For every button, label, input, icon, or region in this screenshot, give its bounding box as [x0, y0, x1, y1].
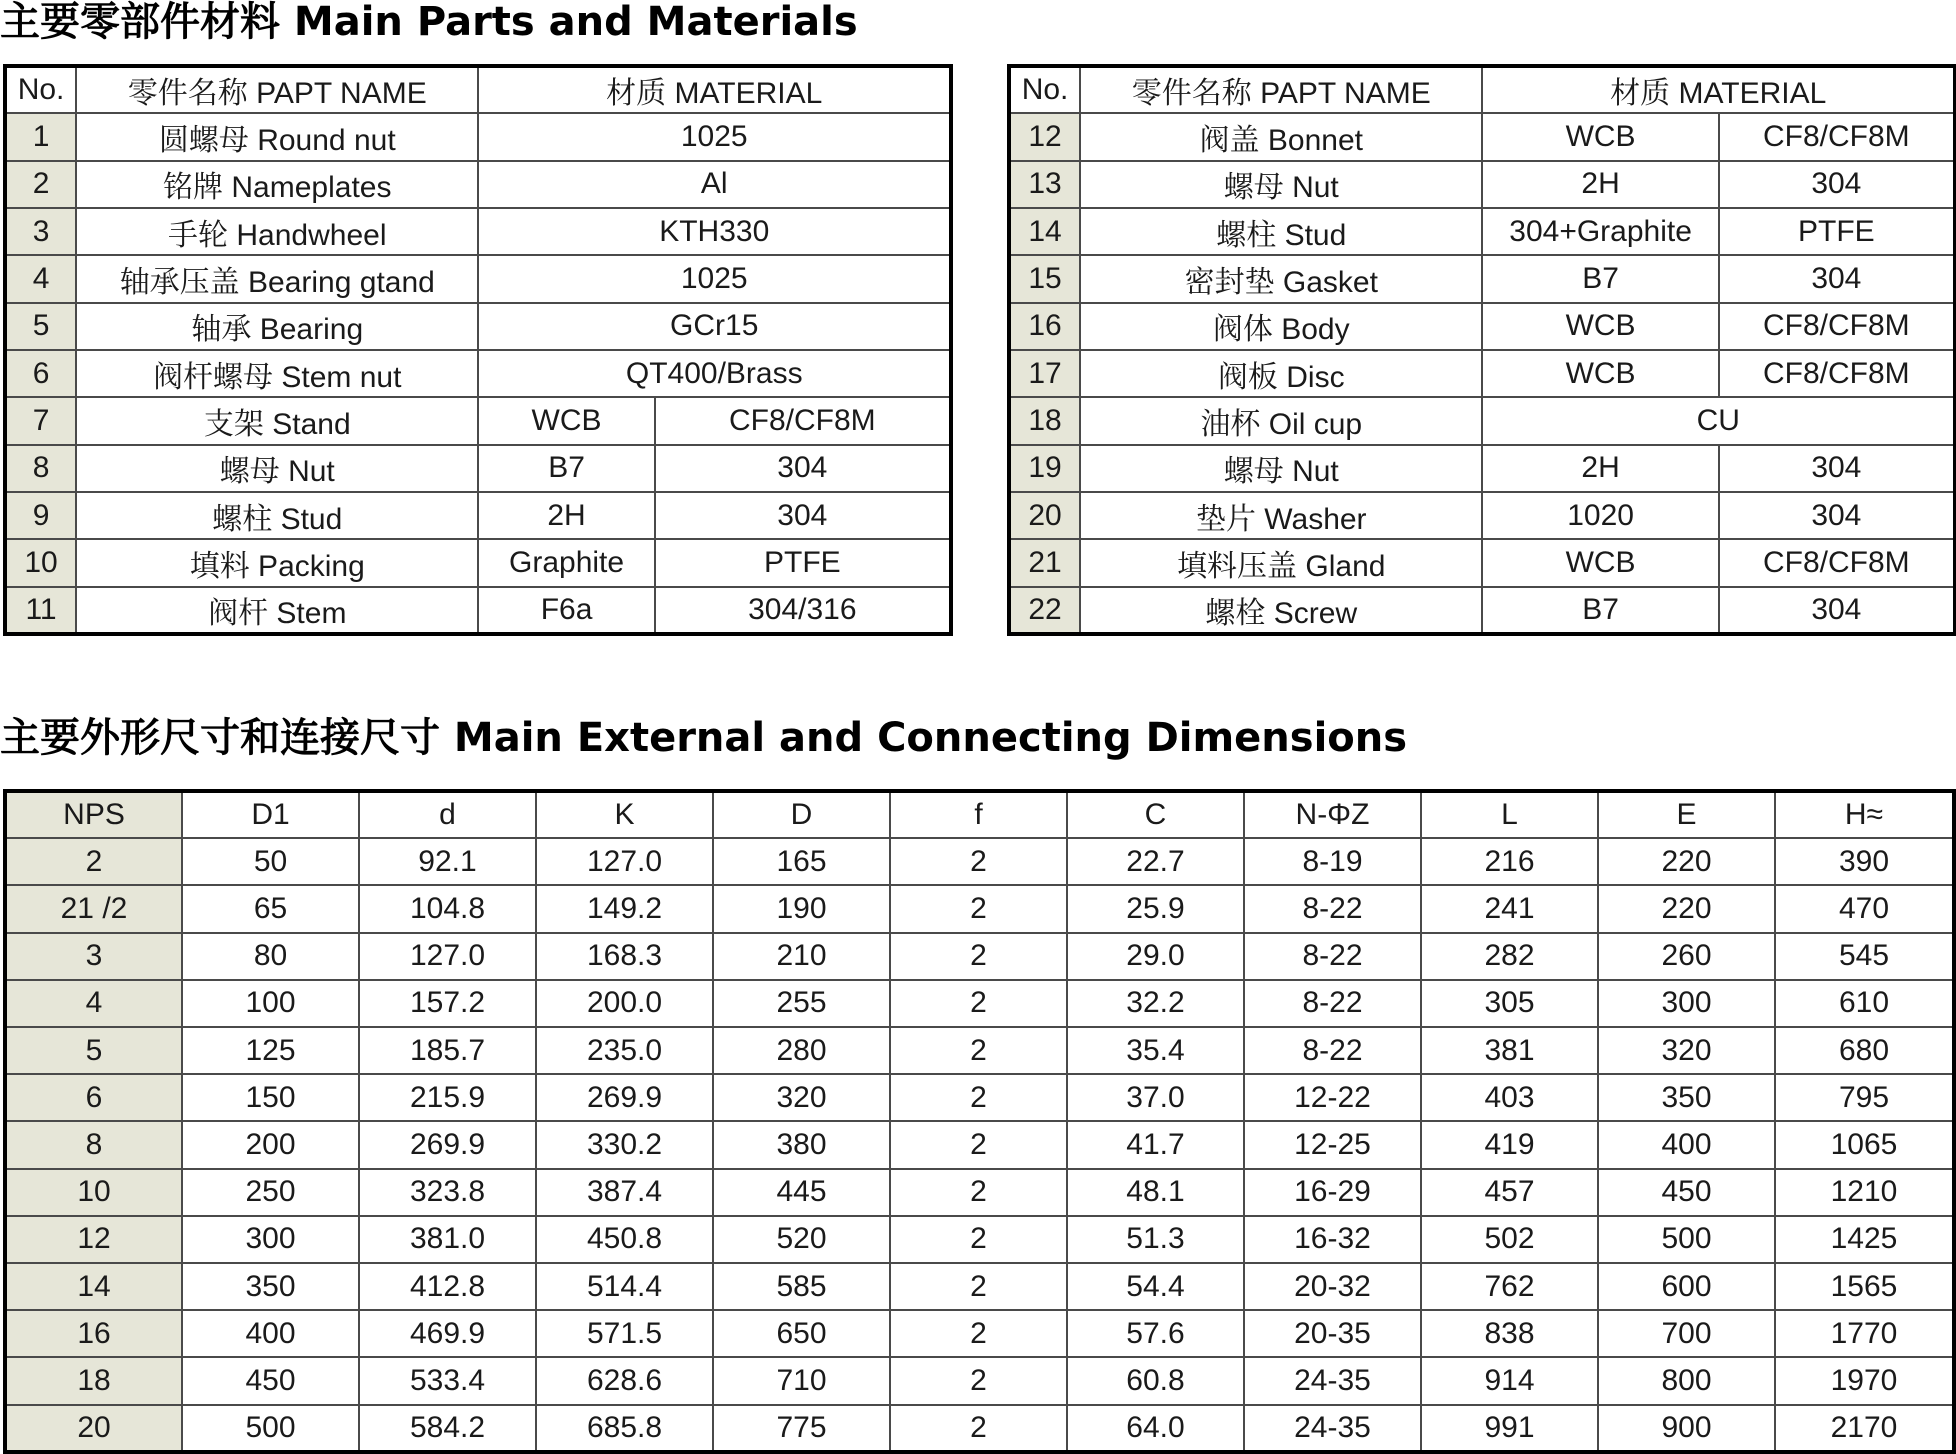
- part-material-stainless: 304/316: [655, 587, 951, 634]
- cell-l: 838: [1421, 1310, 1598, 1357]
- table-row: [1009, 350, 1955, 397]
- cell-d-outer: 190: [713, 885, 890, 932]
- part-name: 阀盖 Bonnet: [1080, 113, 1482, 160]
- part-material: GCr15: [478, 303, 951, 350]
- table-row: [5, 587, 951, 634]
- cell-n-phi-z: 8-22: [1244, 885, 1421, 932]
- cell-l: 381: [1421, 1027, 1598, 1074]
- header-c: C: [1067, 791, 1244, 838]
- cell-d1: 100: [182, 980, 359, 1027]
- cell-e: 220: [1598, 838, 1775, 885]
- part-no: 17: [1009, 350, 1080, 397]
- part-no: 20: [1009, 492, 1080, 539]
- header-l: L: [1421, 791, 1598, 838]
- cell-h: 545: [1775, 933, 1954, 980]
- part-name: 填料 Packing: [76, 539, 478, 586]
- part-material-stainless: 304: [655, 492, 951, 539]
- part-material-carbon: 2H: [478, 492, 654, 539]
- table-row: [5, 445, 951, 492]
- part-material-carbon: WCB: [1482, 350, 1718, 397]
- cell-c: 22.7: [1067, 838, 1244, 885]
- cell-d-outer: 255: [713, 980, 890, 1027]
- part-material: 1025: [478, 255, 951, 302]
- cell-f: 2: [890, 1074, 1067, 1121]
- part-material-stainless: 304: [1719, 255, 1955, 302]
- cell-d1: 80: [182, 933, 359, 980]
- cell-d-outer: 710: [713, 1357, 890, 1404]
- header-d-outer: D: [713, 791, 890, 838]
- cell-d-outer: 520: [713, 1216, 890, 1263]
- part-material-stainless: 304: [655, 445, 951, 492]
- header-material: 材质 MATERIAL: [478, 66, 951, 113]
- part-material-stainless: CF8/CF8M: [1719, 113, 1955, 160]
- table-row: [1009, 587, 1955, 634]
- part-name: 螺母 Nut: [76, 445, 478, 492]
- cell-nps: 8: [5, 1121, 182, 1168]
- table-row: [5, 1169, 1954, 1216]
- part-name: 圆螺母 Round nut: [76, 113, 478, 160]
- cell-h: 2170: [1775, 1405, 1954, 1452]
- cell-nps: 10: [5, 1169, 182, 1216]
- cell-nps: 3: [5, 933, 182, 980]
- cell-f: 2: [890, 838, 1067, 885]
- cell-d1: 500: [182, 1405, 359, 1452]
- cell-d: 269.9: [359, 1121, 536, 1168]
- cell-d1: 150: [182, 1074, 359, 1121]
- parts-materials-heading: 主要零部件材料 Main Parts and Materials: [0, 0, 858, 45]
- part-no: 21: [1009, 539, 1080, 586]
- cell-d: 412.8: [359, 1263, 536, 1310]
- part-name: 螺柱 Stud: [76, 492, 478, 539]
- cell-k: 628.6: [536, 1357, 713, 1404]
- cell-f: 2: [890, 980, 1067, 1027]
- header-material: 材质 MATERIAL: [1482, 66, 1955, 113]
- cell-k: 330.2: [536, 1121, 713, 1168]
- cell-e: 900: [1598, 1405, 1775, 1452]
- table-row: [5, 885, 1954, 932]
- cell-n-phi-z: 8-22: [1244, 1027, 1421, 1074]
- cell-f: 2: [890, 1121, 1067, 1168]
- part-material-carbon: Graphite: [478, 539, 654, 586]
- part-material-carbon: WCB: [1482, 539, 1718, 586]
- part-name: 垫片 Washer: [1080, 492, 1482, 539]
- parts-table-right: [1007, 64, 1956, 636]
- table-row: [5, 255, 951, 302]
- table-row: [5, 933, 1954, 980]
- cell-k: 127.0: [536, 838, 713, 885]
- header-no: No.: [1009, 66, 1080, 113]
- cell-d-outer: 380: [713, 1121, 890, 1168]
- part-name: 支架 Stand: [76, 397, 478, 444]
- header-part-name: 零件名称 PAPT NAME: [76, 66, 478, 113]
- table-row: [5, 1263, 1954, 1310]
- cell-c: 60.8: [1067, 1357, 1244, 1404]
- cell-d: 185.7: [359, 1027, 536, 1074]
- cell-l: 457: [1421, 1169, 1598, 1216]
- header-nps: NPS: [5, 791, 182, 838]
- part-material-stainless: 304: [1719, 161, 1955, 208]
- cell-k: 269.9: [536, 1074, 713, 1121]
- part-no: 7: [5, 397, 76, 444]
- cell-k: 450.8: [536, 1216, 713, 1263]
- part-no: 18: [1009, 397, 1080, 444]
- cell-n-phi-z: 12-25: [1244, 1121, 1421, 1168]
- part-no: 10: [5, 539, 76, 586]
- table-row: [5, 539, 951, 586]
- part-name: 螺母 Nut: [1080, 161, 1482, 208]
- part-no: 14: [1009, 208, 1080, 255]
- cell-h: 680: [1775, 1027, 1954, 1074]
- cell-k: 200.0: [536, 980, 713, 1027]
- cell-d1: 125: [182, 1027, 359, 1074]
- cell-h: 1425: [1775, 1216, 1954, 1263]
- part-material-stainless: CF8/CF8M: [1719, 303, 1955, 350]
- cell-n-phi-z: 8-22: [1244, 933, 1421, 980]
- dimensions-heading: 主要外形尺寸和连接尺寸 Main External and Connecting Dimensions: [0, 715, 1408, 761]
- cell-n-phi-z: 16-29: [1244, 1169, 1421, 1216]
- cell-f: 2: [890, 933, 1067, 980]
- part-name: 填料压盖 Gland: [1080, 539, 1482, 586]
- part-name: 密封垫 Gasket: [1080, 255, 1482, 302]
- cell-c: 41.7: [1067, 1121, 1244, 1168]
- cell-c: 37.0: [1067, 1074, 1244, 1121]
- cell-d-outer: 650: [713, 1310, 890, 1357]
- part-material-carbon: WCB: [1482, 113, 1718, 160]
- cell-c: 54.4: [1067, 1263, 1244, 1310]
- part-material-stainless: CF8/CF8M: [1719, 350, 1955, 397]
- cell-n-phi-z: 8-19: [1244, 838, 1421, 885]
- part-material: 1025: [478, 113, 951, 160]
- table-row: [1009, 113, 1955, 160]
- cell-nps: 4: [5, 980, 182, 1027]
- part-material: QT400/Brass: [478, 350, 951, 397]
- cell-f: 2: [890, 885, 1067, 932]
- cell-c: 29.0: [1067, 933, 1244, 980]
- part-no: 6: [5, 350, 76, 397]
- cell-d-outer: 445: [713, 1169, 890, 1216]
- parts-header-row: [1009, 66, 1955, 113]
- cell-nps: 16: [5, 1310, 182, 1357]
- table-row: [5, 161, 951, 208]
- cell-nps: 12: [5, 1216, 182, 1263]
- cell-h: 1770: [1775, 1310, 1954, 1357]
- cell-c: 57.6: [1067, 1310, 1244, 1357]
- cell-d1: 400: [182, 1310, 359, 1357]
- header-k: K: [536, 791, 713, 838]
- cell-n-phi-z: 8-22: [1244, 980, 1421, 1027]
- cell-h: 1970: [1775, 1357, 1954, 1404]
- header-f: f: [890, 791, 1067, 838]
- cell-l: 914: [1421, 1357, 1598, 1404]
- cell-c: 48.1: [1067, 1169, 1244, 1216]
- cell-d: 584.2: [359, 1405, 536, 1452]
- part-no: 3: [5, 208, 76, 255]
- cell-d1: 200: [182, 1121, 359, 1168]
- cell-d1: 450: [182, 1357, 359, 1404]
- part-material-carbon: 304+Graphite: [1482, 208, 1718, 255]
- cell-e: 260: [1598, 933, 1775, 980]
- table-row: [1009, 492, 1955, 539]
- header-d: d: [359, 791, 536, 838]
- cell-n-phi-z: 24-35: [1244, 1405, 1421, 1452]
- cell-n-phi-z: 12-22: [1244, 1074, 1421, 1121]
- cell-k: 387.4: [536, 1169, 713, 1216]
- cell-d-outer: 320: [713, 1074, 890, 1121]
- header-d1: D1: [182, 791, 359, 838]
- cell-l: 241: [1421, 885, 1598, 932]
- cell-e: 350: [1598, 1074, 1775, 1121]
- cell-nps: 14: [5, 1263, 182, 1310]
- part-no: 1: [5, 113, 76, 160]
- cell-d1: 65: [182, 885, 359, 932]
- table-row: [1009, 255, 1955, 302]
- cell-d1: 350: [182, 1263, 359, 1310]
- cell-n-phi-z: 24-35: [1244, 1357, 1421, 1404]
- cell-e: 800: [1598, 1357, 1775, 1404]
- parts-table-left: [3, 64, 953, 636]
- cell-d: 533.4: [359, 1357, 536, 1404]
- cell-h: 390: [1775, 838, 1954, 885]
- part-material-carbon: F6a: [478, 587, 654, 634]
- part-name: 手轮 Handwheel: [76, 208, 478, 255]
- cell-d: 127.0: [359, 933, 536, 980]
- part-material-carbon: WCB: [478, 397, 654, 444]
- part-material-stainless: PTFE: [1719, 208, 1955, 255]
- part-name: 螺母 Nut: [1080, 445, 1482, 492]
- part-no: 19: [1009, 445, 1080, 492]
- table-row: [5, 838, 1954, 885]
- table-row: [5, 1027, 1954, 1074]
- cell-h: 1210: [1775, 1169, 1954, 1216]
- part-name: 阀杆螺母 Stem nut: [76, 350, 478, 397]
- table-row: [1009, 208, 1955, 255]
- part-name: 阀板 Disc: [1080, 350, 1482, 397]
- table-row: [5, 303, 951, 350]
- cell-c: 35.4: [1067, 1027, 1244, 1074]
- cell-f: 2: [890, 1216, 1067, 1263]
- cell-k: 235.0: [536, 1027, 713, 1074]
- part-no: 8: [5, 445, 76, 492]
- table-row: [5, 350, 951, 397]
- cell-k: 168.3: [536, 933, 713, 980]
- cell-f: 2: [890, 1310, 1067, 1357]
- cell-f: 2: [890, 1263, 1067, 1310]
- part-no: 9: [5, 492, 76, 539]
- cell-nps: 20: [5, 1405, 182, 1452]
- cell-d: 92.1: [359, 838, 536, 885]
- part-name: 螺栓 Screw: [1080, 587, 1482, 634]
- part-no: 11: [5, 587, 76, 634]
- cell-e: 320: [1598, 1027, 1775, 1074]
- part-no: 2: [5, 161, 76, 208]
- cell-d-outer: 775: [713, 1405, 890, 1452]
- cell-d: 469.9: [359, 1310, 536, 1357]
- table-row: [1009, 445, 1955, 492]
- table-row: [5, 113, 951, 160]
- cell-c: 25.9: [1067, 885, 1244, 932]
- table-row: [1009, 397, 1955, 444]
- cell-d: 323.8: [359, 1169, 536, 1216]
- cell-e: 500: [1598, 1216, 1775, 1263]
- table-row: [5, 1121, 1954, 1168]
- header-e: E: [1598, 791, 1775, 838]
- part-name: 阀杆 Stem: [76, 587, 478, 634]
- cell-k: 514.4: [536, 1263, 713, 1310]
- part-material-carbon: 2H: [1482, 445, 1718, 492]
- cell-d1: 250: [182, 1169, 359, 1216]
- part-no: 16: [1009, 303, 1080, 350]
- cell-h: 470: [1775, 885, 1954, 932]
- table-row: [5, 1405, 1954, 1452]
- cell-e: 450: [1598, 1169, 1775, 1216]
- cell-c: 64.0: [1067, 1405, 1244, 1452]
- cell-d: 104.8: [359, 885, 536, 932]
- cell-d: 157.2: [359, 980, 536, 1027]
- cell-c: 51.3: [1067, 1216, 1244, 1263]
- dimensions-table: [3, 789, 1956, 1454]
- cell-n-phi-z: 16-32: [1244, 1216, 1421, 1263]
- cell-l: 282: [1421, 933, 1598, 980]
- part-no: 5: [5, 303, 76, 350]
- table-row: [1009, 539, 1955, 586]
- table-row: [5, 492, 951, 539]
- part-material-carbon: B7: [1482, 255, 1718, 302]
- cell-h: 1565: [1775, 1263, 1954, 1310]
- dimensions-header-row: [5, 791, 1954, 838]
- table-row: [5, 980, 1954, 1027]
- cell-f: 2: [890, 1027, 1067, 1074]
- cell-d: 381.0: [359, 1216, 536, 1263]
- part-material-stainless: CF8/CF8M: [655, 397, 951, 444]
- part-name: 轴承 Bearing: [76, 303, 478, 350]
- part-material-stainless: 304: [1719, 445, 1955, 492]
- cell-nps: 21 /2: [5, 885, 182, 932]
- cell-nps: 5: [5, 1027, 182, 1074]
- cell-k: 149.2: [536, 885, 713, 932]
- table-row: [5, 397, 951, 444]
- table-row: [1009, 161, 1955, 208]
- cell-d1: 50: [182, 838, 359, 885]
- cell-d: 215.9: [359, 1074, 536, 1121]
- table-row: [1009, 303, 1955, 350]
- part-material: KTH330: [478, 208, 951, 255]
- cell-e: 700: [1598, 1310, 1775, 1357]
- cell-f: 2: [890, 1169, 1067, 1216]
- part-name: 阀体 Body: [1080, 303, 1482, 350]
- part-name: 轴承压盖 Bearing gtand: [76, 255, 478, 302]
- part-material-carbon: 1020: [1482, 492, 1718, 539]
- part-no: 15: [1009, 255, 1080, 302]
- cell-l: 403: [1421, 1074, 1598, 1121]
- parts-header-row: [5, 66, 951, 113]
- part-no: 4: [5, 255, 76, 302]
- cell-l: 216: [1421, 838, 1598, 885]
- header-h: H≈: [1775, 791, 1954, 838]
- table-row: [5, 1074, 1954, 1121]
- cell-l: 991: [1421, 1405, 1598, 1452]
- cell-n-phi-z: 20-32: [1244, 1263, 1421, 1310]
- part-material-carbon: B7: [478, 445, 654, 492]
- cell-d-outer: 280: [713, 1027, 890, 1074]
- cell-e: 400: [1598, 1121, 1775, 1168]
- cell-d-outer: 165: [713, 838, 890, 885]
- cell-nps: 2: [5, 838, 182, 885]
- part-name: 油杯 Oil cup: [1080, 397, 1482, 444]
- part-material-carbon: 2H: [1482, 161, 1718, 208]
- header-no: No.: [5, 66, 76, 113]
- part-material: Al: [478, 161, 951, 208]
- table-row: [5, 1310, 1954, 1357]
- table-row: [5, 1357, 1954, 1404]
- cell-h: 795: [1775, 1074, 1954, 1121]
- cell-l: 305: [1421, 980, 1598, 1027]
- part-material-stainless: 304: [1719, 492, 1955, 539]
- cell-c: 32.2: [1067, 980, 1244, 1027]
- part-material-carbon: WCB: [1482, 303, 1718, 350]
- part-material-carbon: B7: [1482, 587, 1718, 634]
- cell-nps: 6: [5, 1074, 182, 1121]
- header-n-phi-z: N-ΦZ: [1244, 791, 1421, 838]
- cell-d-outer: 210: [713, 933, 890, 980]
- part-no: 12: [1009, 113, 1080, 160]
- cell-h: 1065: [1775, 1121, 1954, 1168]
- cell-l: 762: [1421, 1263, 1598, 1310]
- cell-f: 2: [890, 1405, 1067, 1452]
- cell-e: 220: [1598, 885, 1775, 932]
- part-no: 22: [1009, 587, 1080, 634]
- part-material-stainless: 304: [1719, 587, 1955, 634]
- table-row: [5, 208, 951, 255]
- cell-e: 300: [1598, 980, 1775, 1027]
- cell-n-phi-z: 20-35: [1244, 1310, 1421, 1357]
- header-part-name: 零件名称 PAPT NAME: [1080, 66, 1482, 113]
- cell-k: 571.5: [536, 1310, 713, 1357]
- part-material-stainless: CF8/CF8M: [1719, 539, 1955, 586]
- part-name: 螺柱 Stud: [1080, 208, 1482, 255]
- cell-d-outer: 585: [713, 1263, 890, 1310]
- part-material-stainless: PTFE: [655, 539, 951, 586]
- part-material: CU: [1482, 397, 1955, 444]
- part-no: 13: [1009, 161, 1080, 208]
- cell-e: 600: [1598, 1263, 1775, 1310]
- cell-l: 502: [1421, 1216, 1598, 1263]
- cell-f: 2: [890, 1357, 1067, 1404]
- table-row: [5, 1216, 1954, 1263]
- cell-l: 419: [1421, 1121, 1598, 1168]
- cell-nps: 18: [5, 1357, 182, 1404]
- cell-h: 610: [1775, 980, 1954, 1027]
- part-name: 铭牌 Nameplates: [76, 161, 478, 208]
- cell-k: 685.8: [536, 1405, 713, 1452]
- cell-d1: 300: [182, 1216, 359, 1263]
